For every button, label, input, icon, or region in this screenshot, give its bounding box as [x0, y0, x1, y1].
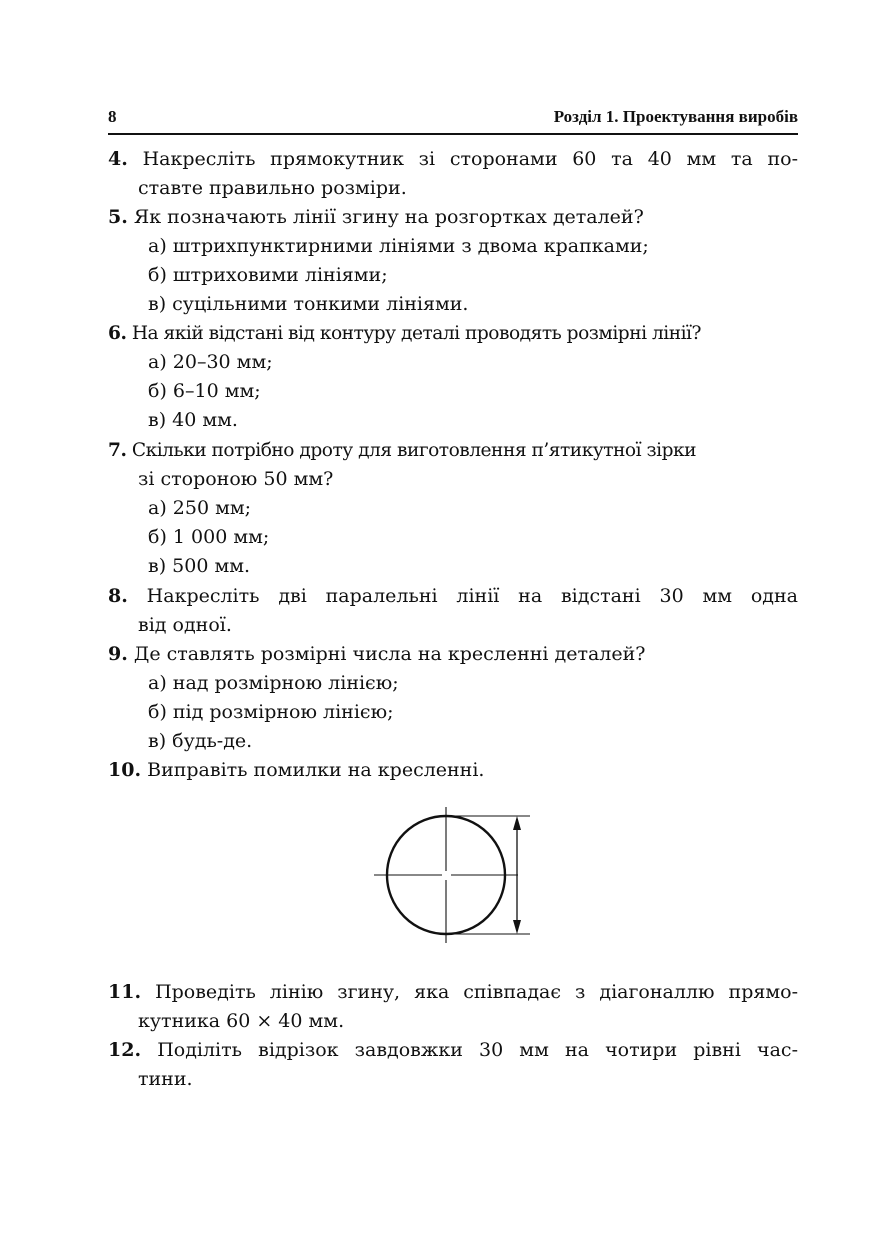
page-number: 8	[108, 107, 117, 126]
question-5	[108, 203, 798, 232]
question-text: Поділіть відрізок завдовжки 30 мм на чотири рівні час-	[157, 1039, 798, 1061]
question-text: Накресліть дві паралельні лінії на відстані 30 мм одна	[146, 585, 798, 607]
circle-dimension-drawing	[370, 805, 540, 945]
question-text: Як позначають лінії згину на розгортках деталей?	[133, 206, 644, 228]
question-11	[108, 978, 798, 1007]
question-text: Де ставлять розмірні числа на кресленні деталей?	[133, 643, 646, 665]
question-7-continuation: зі стороною 50 мм?	[138, 468, 334, 490]
arrowhead-top	[513, 816, 521, 830]
question-number: 7.	[108, 440, 127, 461]
question-number: 4.	[108, 148, 128, 170]
question-7	[108, 436, 798, 465]
question-11-continuation: кутника 60 × 40 мм.	[138, 1010, 345, 1032]
option-b: б) 1 000 мм;	[148, 526, 270, 548]
question-text: Виправіть помилки на кресленні.	[147, 759, 485, 781]
option-b: б) 6–10 мм;	[148, 380, 261, 402]
question-12-continuation: тини.	[138, 1068, 193, 1090]
question-text: Скільки потрібно дроту для виготовлення п’ятикутної зірки	[131, 440, 696, 461]
question-number: 9.	[108, 643, 128, 665]
arrowhead-bottom	[513, 920, 521, 934]
option-b: б) під розмірною лінією;	[148, 701, 394, 723]
question-6	[108, 319, 798, 348]
question-8	[108, 582, 798, 611]
question-12	[108, 1036, 798, 1065]
page-header	[108, 107, 798, 129]
question-text: Проведіть лінію згину, яка співпадає з діагоналлю прямо-	[155, 981, 798, 1003]
option-c: в) будь-де.	[148, 730, 253, 752]
question-10	[108, 756, 798, 785]
option-b: б) штриховими лініями;	[148, 264, 388, 286]
question-number: 5.	[108, 206, 128, 228]
question-text: На якій відстані від контуру деталі проводять розмірні лінії?	[131, 323, 701, 344]
question-8-continuation: від одної.	[138, 614, 232, 636]
option-c: в) 40 мм.	[148, 409, 238, 431]
header-rule	[108, 133, 798, 135]
question-number: 12.	[108, 1039, 142, 1061]
question-number: 8.	[108, 585, 128, 607]
option-a: а) над розмірною лінією;	[148, 672, 399, 694]
question-text: Накресліть прямокутник зі сторонами 60 та 40 мм та по-	[142, 148, 799, 170]
option-c: в) суцільними тонкими лініями.	[148, 293, 469, 315]
question-number: 11.	[108, 981, 142, 1003]
question-4	[108, 145, 798, 174]
question-9	[108, 640, 798, 669]
question-4-continuation: ставте правильно розміри.	[138, 177, 407, 199]
chapter-title: Розділ 1. Проектування виробів	[553, 107, 798, 126]
option-a: а) штрихпунктирними лініями з двома крапками;	[148, 235, 649, 257]
question-number: 10.	[108, 759, 142, 781]
option-c: в) 500 мм.	[148, 555, 251, 577]
option-a: а) 20–30 мм;	[148, 351, 273, 373]
question-number: 6.	[108, 323, 127, 344]
option-a: а) 250 мм;	[148, 497, 252, 519]
